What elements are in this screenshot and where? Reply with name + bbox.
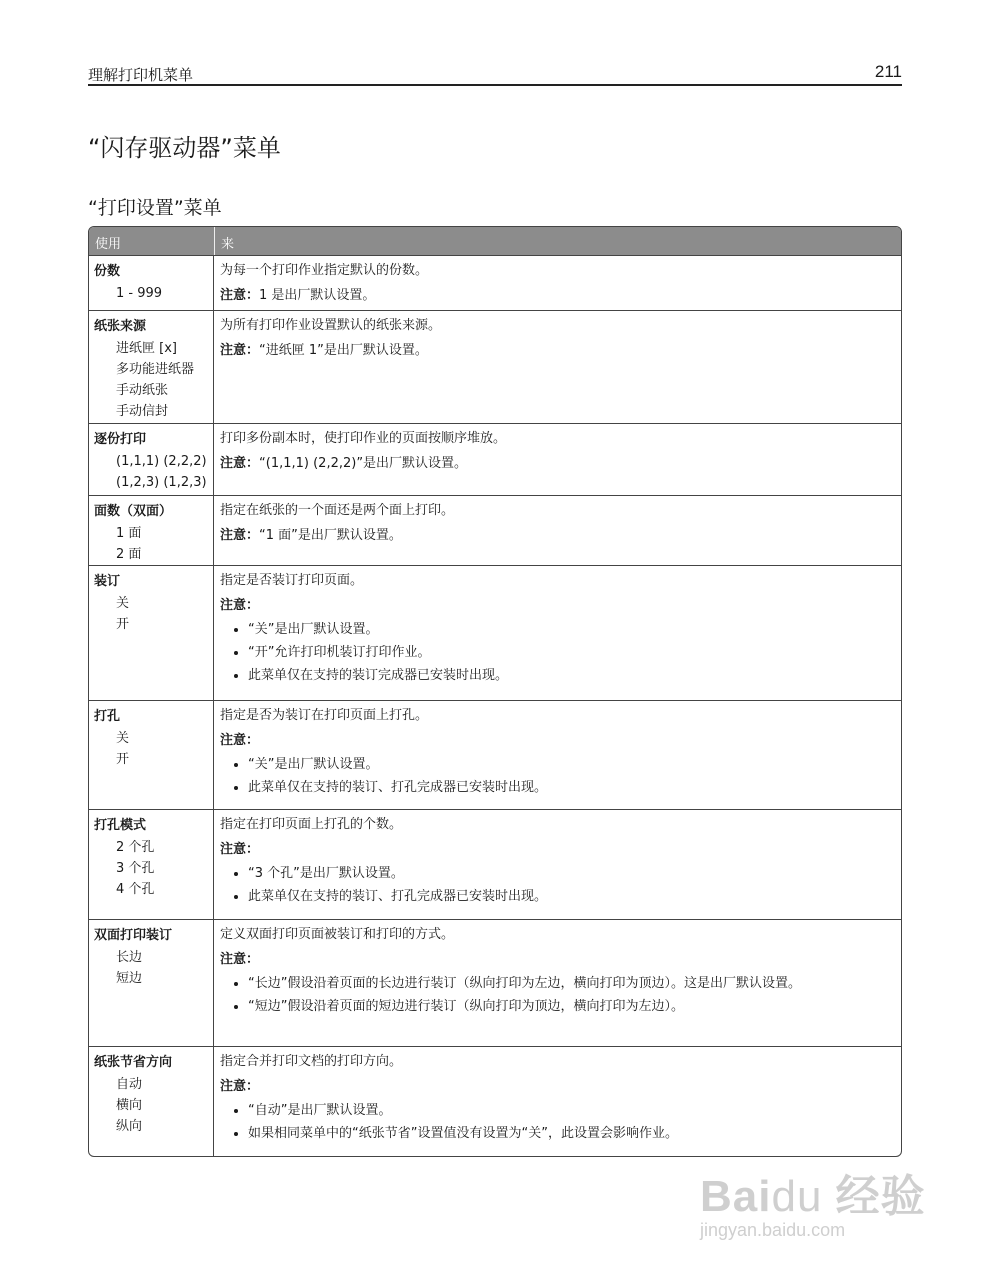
description-text: 指定是否装订打印页面。 xyxy=(220,573,364,588)
note-list-item: • “长边”假设沿着页面的长边进行装订（纵向打印为左边，横向打印为顶边）。这是出厂默认设置。 xyxy=(248,975,895,993)
description-text: 打印多份副本时，使打印作业的页面按顺序堆放。 xyxy=(220,431,507,446)
note xyxy=(220,341,895,361)
note-list-item: • “3 个孔”是出厂默认设置。 xyxy=(248,865,895,883)
setting-option: 关 xyxy=(116,731,130,746)
description-cell xyxy=(214,810,901,919)
setting-option: 进纸匣 [x] xyxy=(116,341,177,356)
setting-option: 手动信封 xyxy=(116,404,169,419)
setting-option: (1,1,1) (2,2,2) xyxy=(116,454,207,469)
note-list-item: • 此菜单仅在支持的装订完成器已安装时出现。 xyxy=(248,667,895,685)
setting-option: 自动 xyxy=(116,1077,143,1092)
setting-cell xyxy=(89,810,214,919)
note-text: “1 面”是出厂默认设置。 xyxy=(259,528,402,543)
description-text: 定义双面打印页面被装订和打印的方式。 xyxy=(220,927,455,942)
page-number: 211 xyxy=(874,62,902,81)
table-row xyxy=(89,565,901,700)
setting-cell xyxy=(89,256,214,310)
setting-name: 纸张节省方向 xyxy=(94,1055,173,1070)
setting-name: 逐份打印 xyxy=(94,432,147,447)
setting-name: 纸张来源 xyxy=(94,319,147,334)
table-row xyxy=(89,255,901,310)
setting-cell xyxy=(89,424,214,495)
description-cell xyxy=(214,701,901,809)
description-text: 指定是否为装订在打印页面上打孔。 xyxy=(220,708,429,723)
description-text: 指定在打印页面上打孔的个数。 xyxy=(220,817,403,832)
note-list xyxy=(220,756,895,797)
table-row xyxy=(89,495,901,565)
note xyxy=(220,286,895,306)
note-text: “进纸匣 1”是出厂默认设置。 xyxy=(259,343,428,358)
watermark-logo: Baidu 经验 xyxy=(700,1172,926,1221)
setting-cell xyxy=(89,701,214,809)
note-list-item: • 此菜单仅在支持的装订、打孔完成器已安装时出现。 xyxy=(248,888,895,906)
setting-option: 3 个孔 xyxy=(116,861,155,876)
note-label: 注意： xyxy=(220,598,260,613)
setting-name: 装订 xyxy=(94,574,121,589)
note xyxy=(220,731,895,751)
note-label: 注意： xyxy=(220,528,260,543)
setting-cell xyxy=(89,920,214,1046)
table-row xyxy=(89,919,901,1046)
setting-name: 打孔模式 xyxy=(94,818,147,833)
setting-cell xyxy=(89,311,214,423)
note-list xyxy=(220,975,895,1016)
note xyxy=(220,840,895,860)
note xyxy=(220,596,895,616)
setting-cell xyxy=(89,1047,214,1156)
setting-option: 开 xyxy=(116,617,130,632)
setting-option: 手动纸张 xyxy=(116,383,169,398)
section-heading: “打印设置”菜单 xyxy=(88,197,222,219)
description-text: 指定合并打印文档的打印方向。 xyxy=(220,1054,403,1069)
setting-option: (1,2,3) (1,2,3) xyxy=(116,475,207,490)
table-row xyxy=(89,809,901,919)
description-cell xyxy=(214,920,901,1046)
note xyxy=(220,526,895,546)
note-label: 注意： xyxy=(220,1079,260,1094)
column-header-use: 使用 xyxy=(89,227,215,255)
description-cell xyxy=(214,424,901,495)
baidu-watermark xyxy=(700,1160,926,1241)
note-list-item: • “开”允许打印机装订打印作业。 xyxy=(248,644,895,662)
note-list-item: • 如果相同菜单中的“纸张节省”设置值没有设置为“关”，此设置会影响作业。 xyxy=(248,1125,895,1143)
setting-option: 1 - 999 xyxy=(116,286,163,301)
note-list-item: • “关”是出厂默认设置。 xyxy=(248,756,895,774)
note-list xyxy=(220,621,895,685)
settings-table xyxy=(88,226,902,1157)
setting-option: 4 个孔 xyxy=(116,882,155,897)
setting-option: 短边 xyxy=(116,971,143,986)
description-cell xyxy=(214,566,901,700)
setting-option: 关 xyxy=(116,596,130,611)
setting-cell xyxy=(89,566,214,700)
setting-option: 2 面 xyxy=(116,547,142,562)
note-label: 注意： xyxy=(220,456,260,471)
note-label: 注意： xyxy=(220,343,260,358)
setting-name: 面数（双面） xyxy=(94,504,173,519)
table-row xyxy=(89,310,901,423)
setting-option: 1 面 xyxy=(116,526,142,541)
note-list xyxy=(220,865,895,906)
note xyxy=(220,454,895,474)
note-label: 注意： xyxy=(220,733,260,748)
setting-option: 开 xyxy=(116,752,130,767)
description-text: 指定在纸张的一个面还是两个面上打印。 xyxy=(220,503,455,518)
description-cell xyxy=(214,1047,901,1156)
note xyxy=(220,1077,895,1097)
description-cell xyxy=(214,256,901,310)
setting-option: 2 个孔 xyxy=(116,840,155,855)
note-text: 1 是出厂默认设置。 xyxy=(259,288,376,303)
description-text: 为所有打印作业设置默认的纸张来源。 xyxy=(220,318,442,333)
page-title: “闪存驱动器”菜单 xyxy=(88,134,281,162)
watermark-url: jingyan.baidu.com xyxy=(700,1220,846,1240)
note-list xyxy=(220,1102,895,1143)
setting-name: 份数 xyxy=(94,264,121,279)
table-header xyxy=(89,227,901,255)
setting-option: 长边 xyxy=(116,950,143,965)
setting-cell xyxy=(89,496,214,565)
note-label: 注意： xyxy=(220,952,260,967)
setting-option: 纵向 xyxy=(116,1119,143,1134)
note xyxy=(220,950,895,970)
table-row xyxy=(89,423,901,495)
table-row xyxy=(89,700,901,809)
description-cell xyxy=(214,496,901,565)
setting-name: 打孔 xyxy=(94,709,121,724)
note-list-item: • “关”是出厂默认设置。 xyxy=(248,621,895,639)
note-list-item: • 此菜单仅在支持的装订、打孔完成器已安装时出现。 xyxy=(248,779,895,797)
description-text: 为每一个打印作业指定默认的份数。 xyxy=(220,263,429,278)
table-row xyxy=(89,1046,901,1156)
setting-option: 多功能进纸器 xyxy=(116,362,195,377)
note-list-item: • “自动”是出厂默认设置。 xyxy=(248,1102,895,1120)
section-title: 理解打印机菜单 xyxy=(88,66,194,84)
setting-option: 横向 xyxy=(116,1098,143,1113)
setting-name: 双面打印装订 xyxy=(94,928,173,943)
note-text: “(1,1,1) (2,2,2)”是出厂默认设置。 xyxy=(259,456,468,471)
column-header-purpose: 来 xyxy=(221,237,235,252)
note-label: 注意： xyxy=(220,842,260,857)
note-list-item: • “短边”假设沿着页面的短边进行装订（纵向打印为顶边，横向打印为左边）。 xyxy=(248,998,895,1016)
note-label: 注意： xyxy=(220,288,260,303)
running-header xyxy=(88,62,902,86)
description-cell xyxy=(214,311,901,423)
